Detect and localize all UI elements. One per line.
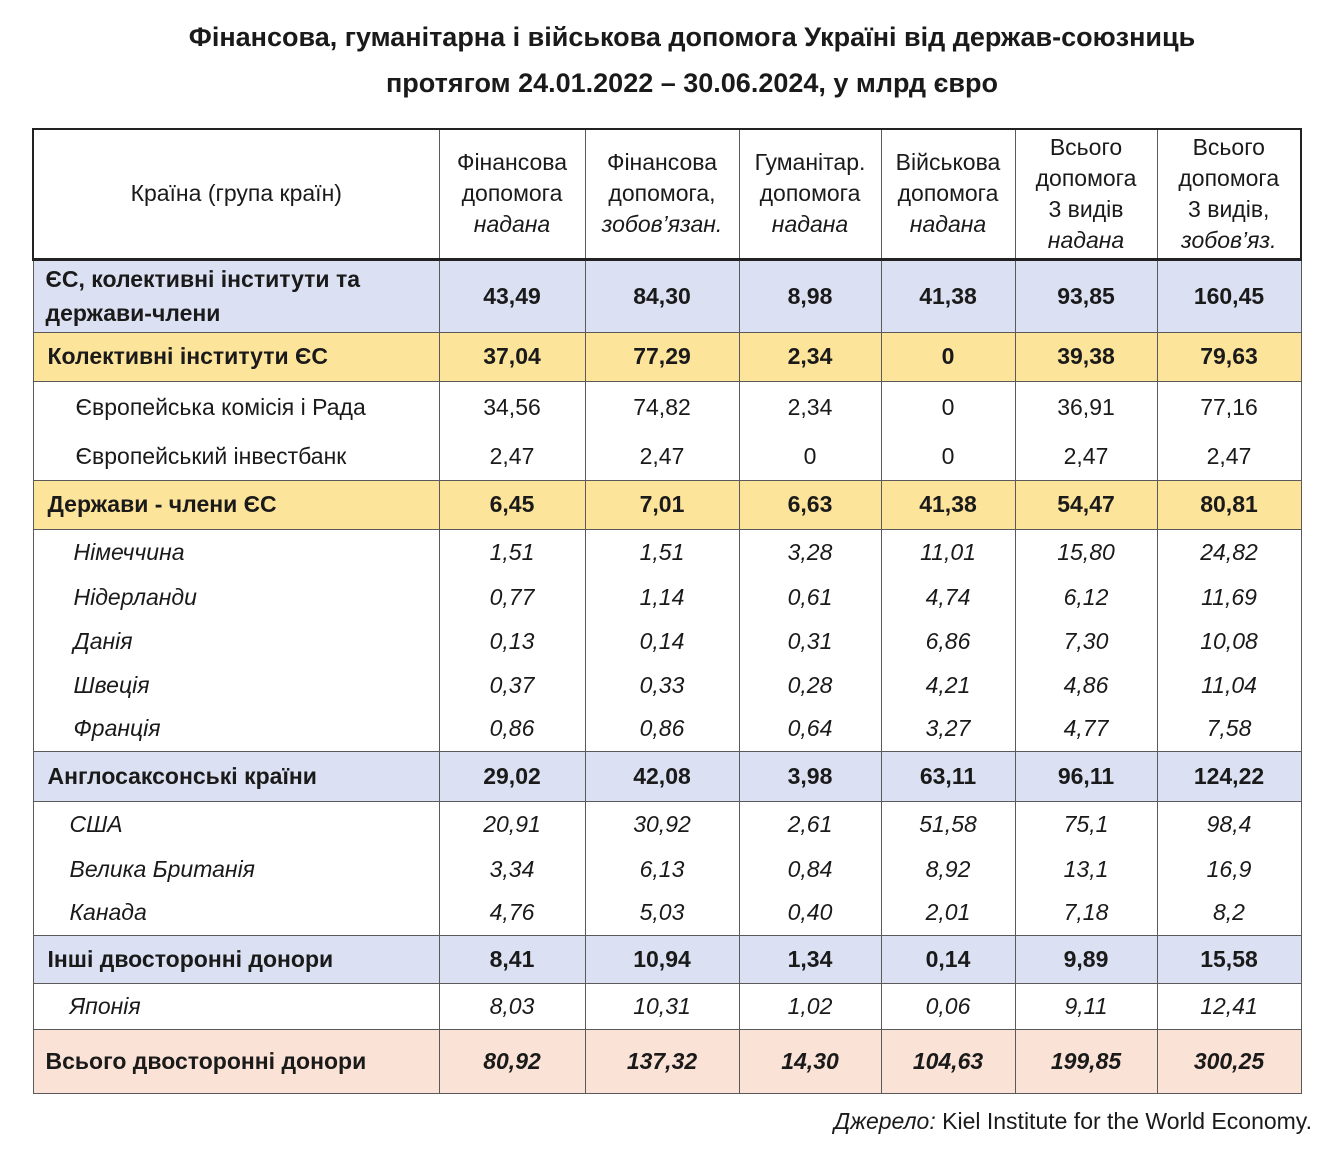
value-cell: 0,31	[739, 619, 881, 663]
value-cell: 7,18	[1015, 891, 1157, 935]
header-fin-committed: Фінансова допомога, зобов’язан.	[585, 129, 739, 259]
row-label: Англосаксонські країни	[33, 751, 439, 801]
value-cell: 4,74	[881, 575, 1015, 619]
aid-table	[32, 128, 1302, 1094]
value-cell: 0,86	[439, 707, 585, 751]
row-label: Колективні інститути ЄС	[33, 332, 439, 381]
value-cell: 34,56	[439, 381, 585, 433]
value-cell: 0,84	[739, 847, 881, 891]
row-label: Європейський інвестбанк	[33, 433, 439, 480]
title-line-1: Фінансова, гуманітарна і військова допомога Україні від держав-союзниць	[188, 22, 1196, 52]
table-row	[33, 983, 1301, 1029]
value-cell: 20,91	[439, 801, 585, 847]
value-cell: 6,45	[439, 480, 585, 529]
value-cell: 36,91	[1015, 381, 1157, 433]
value-cell: 8,98	[739, 259, 881, 332]
value-cell: 15,58	[1157, 935, 1301, 983]
header-fin-given: Фінансова допомога надана	[439, 129, 585, 259]
value-cell: 11,01	[881, 529, 1015, 575]
row-label: Велика Британія	[33, 847, 439, 891]
value-cell: 7,58	[1157, 707, 1301, 751]
value-cell: 16,9	[1157, 847, 1301, 891]
value-cell: 0,61	[739, 575, 881, 619]
value-cell: 199,85	[1015, 1029, 1157, 1093]
value-cell: 1,02	[739, 983, 881, 1029]
table-row	[33, 935, 1301, 983]
row-label: США	[33, 801, 439, 847]
value-cell: 3,98	[739, 751, 881, 801]
value-cell: 10,08	[1157, 619, 1301, 663]
value-cell: 51,58	[881, 801, 1015, 847]
value-cell: 2,34	[739, 381, 881, 433]
value-cell: 0,14	[881, 935, 1015, 983]
table-row	[33, 575, 1301, 619]
table-row	[33, 847, 1301, 891]
value-cell: 15,80	[1015, 529, 1157, 575]
value-cell: 6,86	[881, 619, 1015, 663]
table-row	[33, 751, 1301, 801]
value-cell: 5,03	[585, 891, 739, 935]
table-row	[33, 1029, 1301, 1093]
value-cell: 2,47	[585, 433, 739, 480]
value-cell: 79,63	[1157, 332, 1301, 381]
value-cell: 1,51	[439, 529, 585, 575]
header-total-committed: Всього допомога 3 видів, зобов’яз.	[1157, 129, 1301, 259]
value-cell: 137,32	[585, 1029, 739, 1093]
value-cell: 75,1	[1015, 801, 1157, 847]
row-label: Швеція	[33, 663, 439, 707]
row-label: Всього двосторонні донори	[33, 1029, 439, 1093]
value-cell: 0,86	[585, 707, 739, 751]
value-cell: 74,82	[585, 381, 739, 433]
value-cell: 7,30	[1015, 619, 1157, 663]
value-cell: 9,11	[1015, 983, 1157, 1029]
row-label: Канада	[33, 891, 439, 935]
row-label: Данія	[33, 619, 439, 663]
value-cell: 2,34	[739, 332, 881, 381]
value-cell: 0,06	[881, 983, 1015, 1029]
table-row	[33, 259, 1301, 332]
value-cell: 0,28	[739, 663, 881, 707]
page-title	[0, 14, 1334, 106]
row-label: Німеччина	[33, 529, 439, 575]
value-cell: 4,21	[881, 663, 1015, 707]
value-cell: 160,45	[1157, 259, 1301, 332]
row-label: Франція	[33, 707, 439, 751]
value-cell: 2,47	[1157, 433, 1301, 480]
value-cell: 0,37	[439, 663, 585, 707]
row-label: Японія	[33, 983, 439, 1029]
row-label: Держави - члени ЄС	[33, 480, 439, 529]
value-cell: 4,76	[439, 891, 585, 935]
value-cell: 54,47	[1015, 480, 1157, 529]
header-total-given: Всього допомога 3 видів надана	[1015, 129, 1157, 259]
value-cell: 6,13	[585, 847, 739, 891]
value-cell: 14,30	[739, 1029, 881, 1093]
table-row	[33, 332, 1301, 381]
source-label: Джерело:	[833, 1108, 936, 1134]
value-cell: 0	[739, 433, 881, 480]
value-cell: 0	[881, 381, 1015, 433]
value-cell: 1,14	[585, 575, 739, 619]
table-row	[33, 480, 1301, 529]
row-label: Інші двосторонні донори	[33, 935, 439, 983]
value-cell: 8,2	[1157, 891, 1301, 935]
value-cell: 80,92	[439, 1029, 585, 1093]
value-cell: 1,34	[739, 935, 881, 983]
value-cell: 0,14	[585, 619, 739, 663]
header-mil-given: Військова допомога надана	[881, 129, 1015, 259]
value-cell: 42,08	[585, 751, 739, 801]
value-cell: 3,34	[439, 847, 585, 891]
value-cell: 84,30	[585, 259, 739, 332]
value-cell: 98,4	[1157, 801, 1301, 847]
value-cell: 6,12	[1015, 575, 1157, 619]
table-row	[33, 891, 1301, 935]
value-cell: 4,77	[1015, 707, 1157, 751]
value-cell: 10,94	[585, 935, 739, 983]
value-cell: 300,25	[1157, 1029, 1301, 1093]
table-row	[33, 801, 1301, 847]
value-cell: 0,33	[585, 663, 739, 707]
value-cell: 2,01	[881, 891, 1015, 935]
value-cell: 3,27	[881, 707, 1015, 751]
value-cell: 80,81	[1157, 480, 1301, 529]
value-cell: 24,82	[1157, 529, 1301, 575]
table-row	[33, 619, 1301, 663]
value-cell: 93,85	[1015, 259, 1157, 332]
value-cell: 11,04	[1157, 663, 1301, 707]
value-cell: 12,41	[1157, 983, 1301, 1029]
value-cell: 43,49	[439, 259, 585, 332]
value-cell: 2,47	[1015, 433, 1157, 480]
value-cell: 2,47	[439, 433, 585, 480]
title-line-2: протягом 24.01.2022 – 30.06.2024, у млрд євро	[386, 68, 998, 98]
value-cell: 4,86	[1015, 663, 1157, 707]
value-cell: 1,51	[585, 529, 739, 575]
value-cell: 8,41	[439, 935, 585, 983]
value-cell: 29,02	[439, 751, 585, 801]
value-cell: 9,89	[1015, 935, 1157, 983]
value-cell: 10,31	[585, 983, 739, 1029]
table-row	[33, 381, 1301, 433]
value-cell: 6,63	[739, 480, 881, 529]
source-note	[834, 1108, 1312, 1135]
value-cell: 77,29	[585, 332, 739, 381]
value-cell: 30,92	[585, 801, 739, 847]
header-hum-given: Гуманітар. допомога надана	[739, 129, 881, 259]
table-row	[33, 707, 1301, 751]
row-label: Європейська комісія і Рада	[33, 381, 439, 433]
value-cell: 11,69	[1157, 575, 1301, 619]
value-cell: 41,38	[881, 480, 1015, 529]
table-row	[33, 663, 1301, 707]
value-cell: 8,92	[881, 847, 1015, 891]
value-cell: 0	[881, 332, 1015, 381]
value-cell: 96,11	[1015, 751, 1157, 801]
value-cell: 2,61	[739, 801, 881, 847]
row-label: ЄС, колективні інститути та держави-члени	[33, 259, 439, 332]
value-cell: 0,64	[739, 707, 881, 751]
value-cell: 104,63	[881, 1029, 1015, 1093]
table-row	[33, 529, 1301, 575]
value-cell: 8,03	[439, 983, 585, 1029]
value-cell: 124,22	[1157, 751, 1301, 801]
value-cell: 41,38	[881, 259, 1015, 332]
value-cell: 0,40	[739, 891, 881, 935]
value-cell: 7,01	[585, 480, 739, 529]
value-cell: 77,16	[1157, 381, 1301, 433]
row-label: Нідерланди	[33, 575, 439, 619]
header-country: Країна (група країн)	[33, 129, 439, 259]
table-row	[33, 433, 1301, 480]
value-cell: 0,77	[439, 575, 585, 619]
value-cell: 63,11	[881, 751, 1015, 801]
value-cell: 37,04	[439, 332, 585, 381]
value-cell: 3,28	[739, 529, 881, 575]
source-text: Kiel Institute for the World Economy.	[935, 1108, 1312, 1134]
value-cell: 0	[881, 433, 1015, 480]
table-header-row	[33, 129, 1301, 259]
value-cell: 13,1	[1015, 847, 1157, 891]
value-cell: 39,38	[1015, 332, 1157, 381]
value-cell: 0,13	[439, 619, 585, 663]
